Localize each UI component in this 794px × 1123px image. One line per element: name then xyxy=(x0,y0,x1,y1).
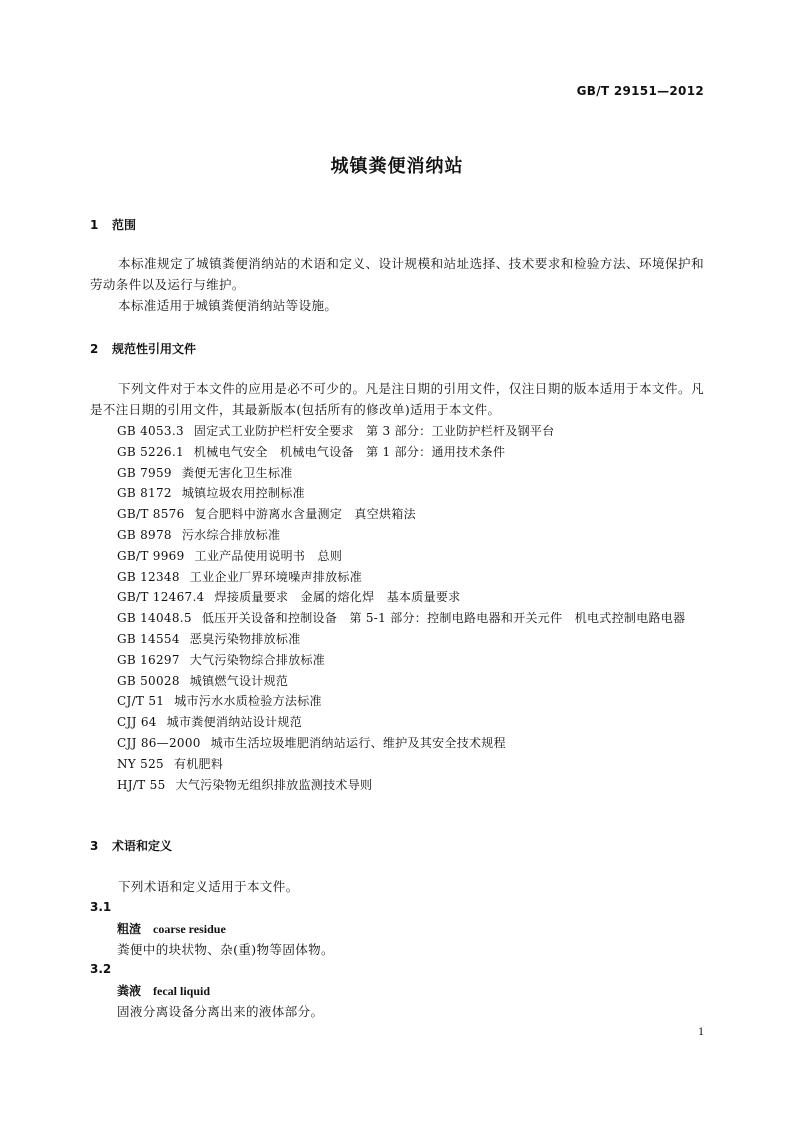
reference-item xyxy=(90,421,704,442)
reference-item xyxy=(90,587,704,608)
term-number: 3.2 xyxy=(90,962,112,976)
reference-item xyxy=(90,650,704,671)
section-heading-scope xyxy=(90,216,136,233)
reference-title: 工业产品使用说明书 总则 xyxy=(194,548,343,563)
reference-item xyxy=(90,775,704,796)
reference-title: 城市粪便消纳站设计规范 xyxy=(166,715,302,730)
reference-title: 低压开关设备和控制设备 第 5-1 部分：控制电路电器和开关元件 机电式控制电路电器 xyxy=(201,611,686,626)
reference-list xyxy=(90,421,704,795)
scope-paragraph-2: 本标准适用于城镇粪便消纳站等设施。 xyxy=(118,298,338,313)
scope-paragraph-1: 本标准规定了城镇粪便消纳站的术语和定义、设计规模和站址选择、技术要求和检验方法、环境保护和劳动条件以及运行与维护。 xyxy=(90,256,704,292)
references-intro-paragraph: 下列文件对于本文件的应用是必不可少的。凡是注日期的引用文件，仅注日期的版本适用于本文件。凡是不注日期的引用文件，其最新版本(包括所有的修改单)适用于本文件。 xyxy=(90,381,704,417)
reference-code: GB/T 8576 xyxy=(117,507,185,522)
term-name xyxy=(117,920,226,937)
reference-item xyxy=(90,754,704,775)
reference-code: GB 7959 xyxy=(117,465,172,480)
reference-item xyxy=(90,733,704,754)
standard-code: GB/T 29151—2012 xyxy=(576,84,704,98)
term-definition: 粪便中的块状物、杂(重)物等固体物。 xyxy=(117,942,334,957)
section-heading-terms xyxy=(90,837,172,854)
reference-code: GB/T 9969 xyxy=(117,548,185,563)
reference-code: GB 14554 xyxy=(117,631,180,646)
reference-title: 焊接质量要求 金属的熔化焊 基本质量要求 xyxy=(214,590,461,605)
reference-code: CJ/T 51 xyxy=(117,694,165,709)
terms-intro-paragraph: 下列术语和定义适用于本文件。 xyxy=(118,879,299,894)
term-definition: 固液分离设备分离出来的液体部分。 xyxy=(117,1004,324,1019)
reference-item xyxy=(90,608,704,629)
reference-title: 工业企业厂界环境噪声排放标准 xyxy=(189,569,362,584)
reference-title: 城镇垃圾农用控制标准 xyxy=(181,486,305,501)
term-name-en: fecal liquid xyxy=(153,984,211,998)
reference-title: 城镇燃气设计规范 xyxy=(189,673,289,688)
reference-code: GB 50028 xyxy=(117,673,180,688)
reference-title: 固定式工业防护栏杆安全要求 第 3 部分：工业防护栏杆及钢平台 xyxy=(193,424,555,438)
reference-title: 大气污染物综合排放标准 xyxy=(189,652,326,667)
term-name-zh: 粗渣 xyxy=(117,922,142,936)
reference-title: 城市污水水质检验方法标准 xyxy=(174,694,322,709)
reference-item xyxy=(90,567,704,588)
term-number: 3.1 xyxy=(90,900,112,914)
reference-item xyxy=(90,691,704,712)
section-number: 2 xyxy=(90,342,99,356)
reference-item xyxy=(90,525,704,546)
reference-code: GB 12348 xyxy=(117,569,180,584)
reference-code: GB/T 12467.4 xyxy=(117,590,205,605)
reference-code: GB 5226.1 xyxy=(117,444,184,459)
reference-item xyxy=(90,442,704,463)
reference-item xyxy=(90,629,704,650)
reference-code: GB 16297 xyxy=(117,652,180,667)
reference-code: CJJ 86—2000 xyxy=(117,735,201,750)
section-number: 1 xyxy=(90,218,99,232)
reference-title: 复合肥料中游离水含量测定 真空烘箱法 xyxy=(194,507,416,522)
reference-item xyxy=(90,504,704,525)
reference-title: 大气污染物无组织排放监测技术导则 xyxy=(175,777,373,792)
section-title: 规范性引用文件 xyxy=(112,342,197,356)
reference-code: GB 4053.3 xyxy=(117,424,184,438)
section-title: 术语和定义 xyxy=(112,839,173,853)
term-name-en: coarse residue xyxy=(153,922,226,936)
reference-title: 恶臭污染物排放标准 xyxy=(189,631,301,646)
section-title: 范围 xyxy=(112,218,137,232)
term-name-zh: 粪液 xyxy=(117,984,142,998)
reference-title: 城市生活垃圾堆肥消纳站运行、维护及其安全技术规程 xyxy=(210,735,506,750)
reference-code: CJJ 64 xyxy=(117,715,157,730)
reference-code: HJ/T 55 xyxy=(117,777,166,792)
reference-item xyxy=(90,463,704,484)
page-number: 1 xyxy=(698,1024,704,1038)
section-heading-normative-references xyxy=(90,340,196,357)
reference-item xyxy=(90,546,704,567)
reference-title: 机械电气安全 机械电气设备 第 1 部分：通用技术条件 xyxy=(193,444,506,459)
document-title: 城镇粪便消纳站 xyxy=(330,156,464,177)
reference-code: GB 8978 xyxy=(117,527,172,542)
reference-title: 污水综合排放标准 xyxy=(181,527,281,542)
section-number: 3 xyxy=(90,839,99,853)
term-name xyxy=(117,982,210,999)
reference-item xyxy=(90,483,704,504)
reference-code: NY 525 xyxy=(117,756,164,771)
reference-title: 粪便无害化卫生标准 xyxy=(181,465,293,480)
reference-item xyxy=(90,712,704,733)
reference-title: 有机肥料 xyxy=(173,756,224,771)
reference-code: GB 14048.5 xyxy=(117,611,192,626)
reference-item xyxy=(90,671,704,692)
reference-code: GB 8172 xyxy=(117,486,172,501)
